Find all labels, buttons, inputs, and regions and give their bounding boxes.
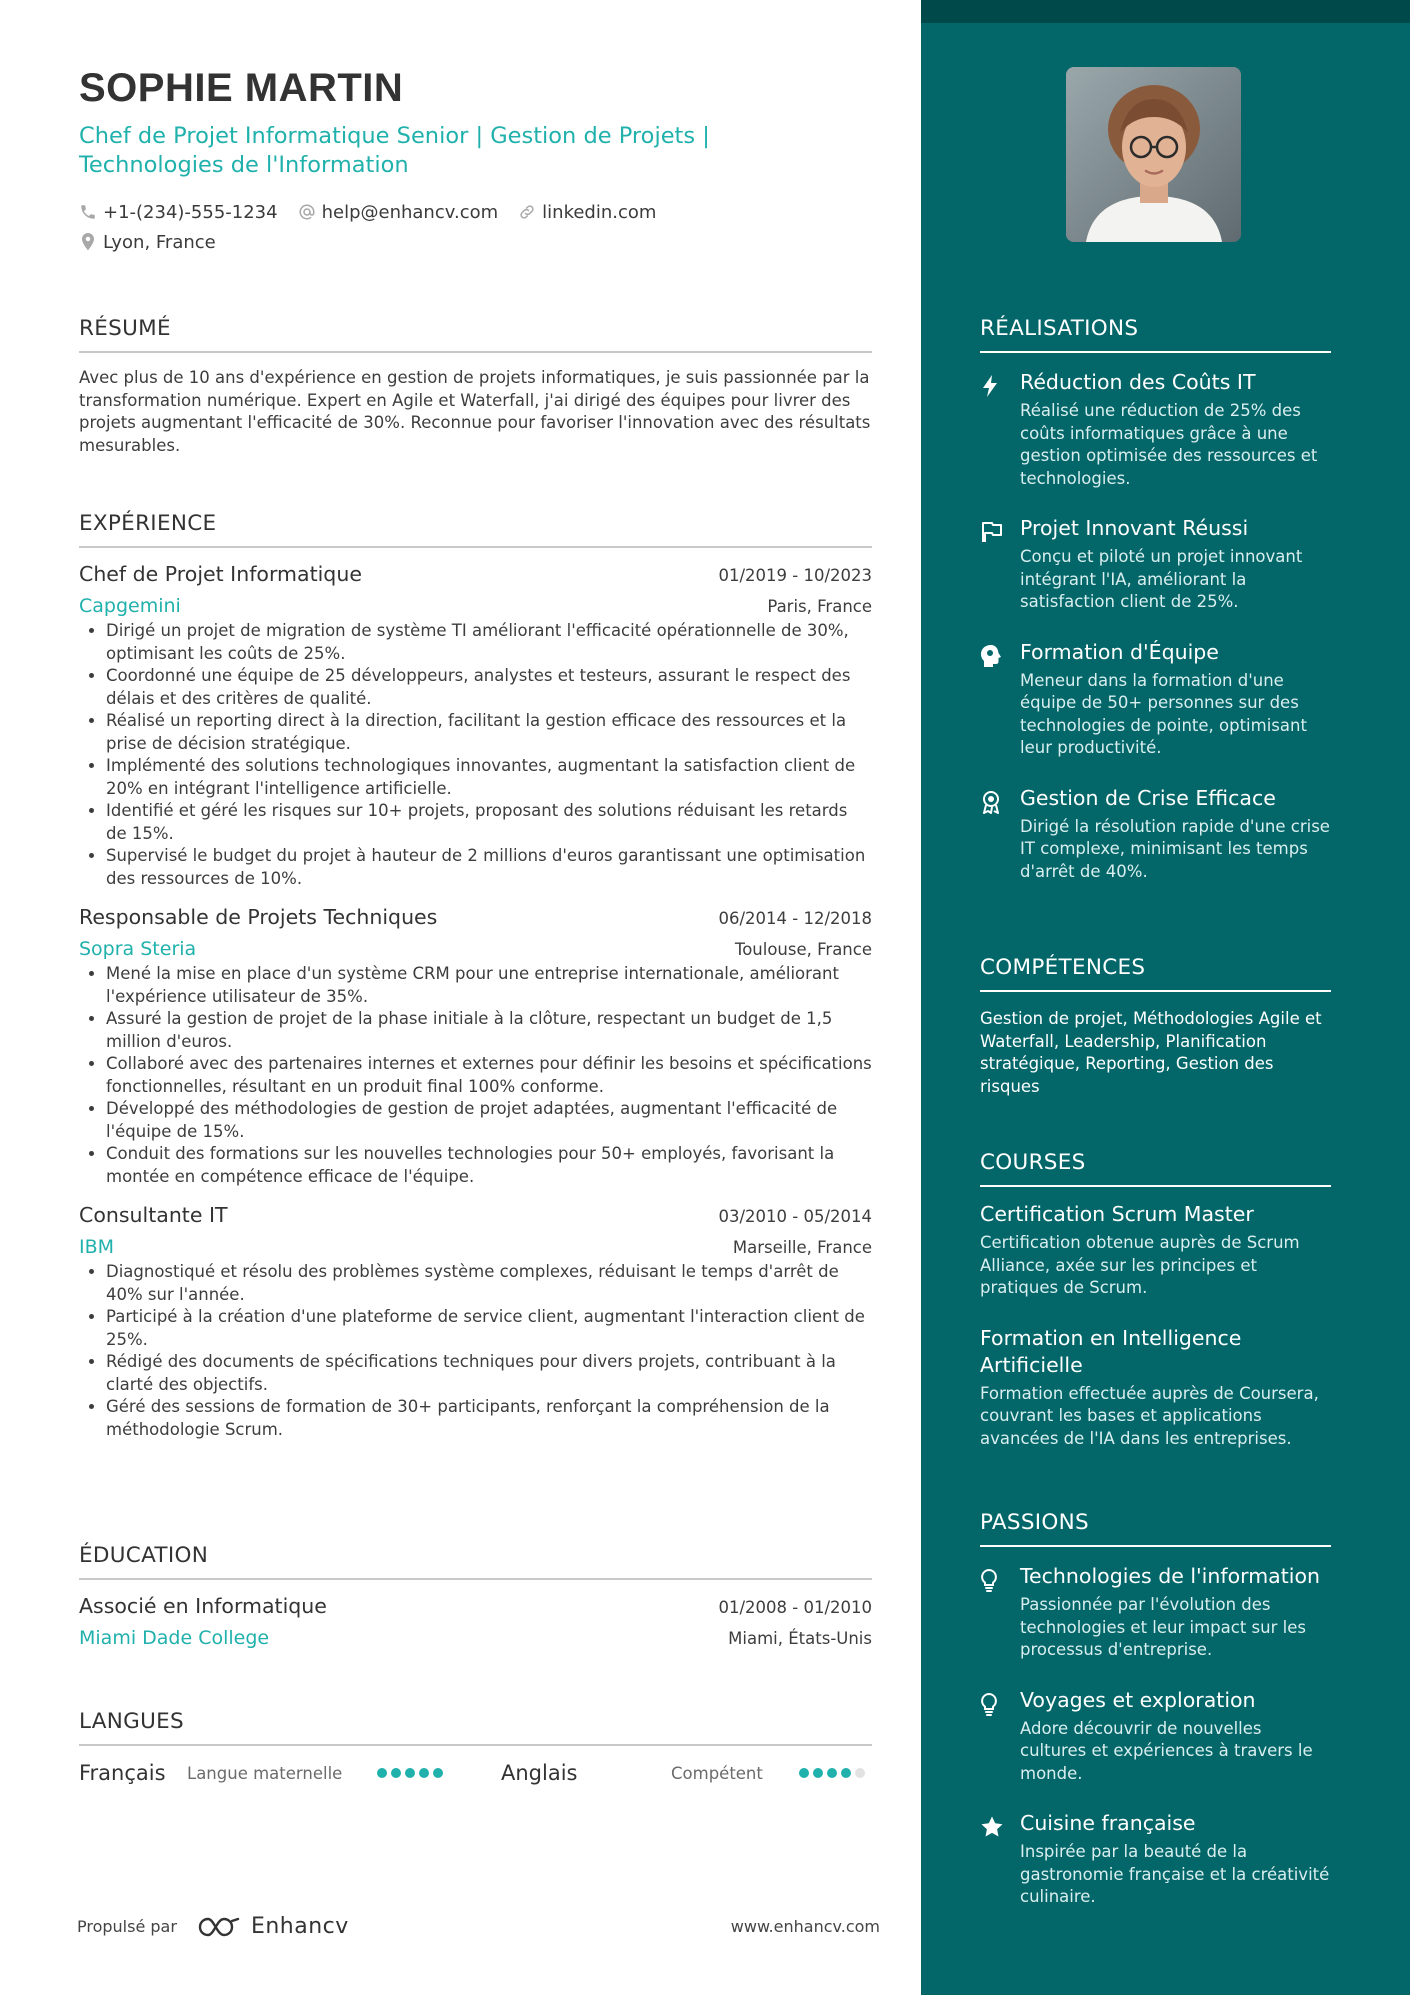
- achievement-desc: Réalisé une réduction de 25% des coûts informatiques grâce à une gestion optimisée des ressources et technologies.: [1020, 401, 1318, 488]
- languages-title: LANGUES: [79, 1709, 872, 1746]
- achievement-item: [980, 639, 1331, 760]
- achievement-title: Formation d'Équipe: [1020, 639, 1219, 664]
- passion-desc: Adore découvrir de nouvelles cultures et expériences à travers le monde.: [1020, 1718, 1313, 1783]
- achievement-item: [980, 369, 1331, 490]
- headline: Chef de Projet Informatique Senior | Gestion de Projets | Technologies de l'Information: [79, 123, 710, 178]
- job-entry: [79, 1203, 872, 1441]
- portrait-image: [1066, 67, 1241, 242]
- linkedin-text: linkedin.com: [542, 201, 657, 223]
- bullet-item: • Supervisé le budget du projet à hauteur de 2 millions d'euros garantissant une optimisation des ressources de 10%.: [106, 845, 872, 890]
- bullet-item: • Identifié et géré les risques sur 10+ projets, proposant des solutions réduisant les retards de 15%.: [106, 800, 872, 845]
- rating-dot-filled: [827, 1768, 837, 1778]
- summary-section: [79, 316, 872, 457]
- rating-dot-filled: [391, 1768, 401, 1778]
- job-entry: [79, 905, 872, 1188]
- bullet-item: • Participé à la création d'une plateforme de service client, augmentant l'interaction client de 25%.: [106, 1306, 872, 1351]
- lightbulb-icon: [980, 1692, 998, 1716]
- sidebar-top-band: [921, 0, 1410, 23]
- company-name: Capgemini: [79, 595, 181, 617]
- achievements-title: RÉALISATIONS: [980, 316, 1331, 353]
- achievement-title: Projet Innovant Réussi: [1020, 516, 1249, 540]
- degree-title: Associé en Informatique: [79, 1594, 327, 1618]
- course-title: Formation en Intelligence Artificielle: [980, 1325, 1242, 1377]
- achievement-item: [980, 785, 1331, 884]
- course-item: [980, 1325, 1331, 1451]
- job-dates: 03/2010 - 05/2014: [718, 1207, 872, 1226]
- bullet-item: • Coordonné une équipe de 25 développeurs, analystes et testeurs, assurant le respect des délais et des critères de qualité.: [106, 665, 872, 710]
- language-list: [79, 1758, 872, 1788]
- achievement-title: Réduction des Coûts IT: [1020, 370, 1256, 394]
- bullet-item: • Conduit des formations sur les nouvelles technologies pour 50+ employés, favorisant la montée en compétence efficace de l'équipe.: [106, 1143, 872, 1188]
- job-title: Responsable de Projets Techniques: [79, 905, 438, 929]
- skills-text: Gestion de projet, Méthodologies Agile et Waterfall, Leadership, Planification stratégique, Reporting, Gestion des risques: [980, 1009, 1322, 1096]
- achievement-item: [980, 515, 1331, 614]
- rating-dot-filled: [841, 1768, 851, 1778]
- location-contact: [79, 232, 216, 253]
- profile-photo: [1066, 67, 1241, 242]
- course-desc: Formation effectuée auprès de Coursera, couvrant les bases et applications avancées de l'IA dans les entreprises.: [980, 1383, 1319, 1448]
- education-dates: 01/2008 - 01/2010: [718, 1598, 872, 1617]
- rating-dot-filled: [377, 1768, 387, 1778]
- school-name: Miami Dade College: [79, 1627, 270, 1649]
- bullet-item: • Dirigé un projet de migration de système TI améliorant l'efficacité opérationnelle de 30%, optimisant les coûts de 25%.: [106, 620, 872, 665]
- lightning-icon: [980, 374, 1000, 398]
- job-title: Chef de Projet Informatique: [79, 562, 362, 586]
- experience-title: EXPÉRIENCE: [79, 511, 872, 548]
- passion-title: Technologies de l'information: [1020, 1564, 1320, 1588]
- passion-item: [980, 1563, 1331, 1662]
- star-icon: [980, 1815, 1004, 1839]
- passions-title: PASSIONS: [980, 1510, 1331, 1547]
- language-level: Langue maternelle: [187, 1763, 343, 1783]
- job-dates: 01/2019 - 10/2023: [718, 566, 872, 585]
- language-level: Compétent: [671, 1763, 763, 1783]
- skills-title: COMPÉTENCES: [980, 955, 1331, 992]
- rating-dot-empty: [855, 1768, 865, 1778]
- contact-info: [79, 197, 879, 257]
- award-medal-icon: [980, 790, 1002, 814]
- language-rating: [799, 1768, 869, 1778]
- courses-section: [980, 1150, 1331, 1450]
- company-name: Sopra Steria: [79, 938, 197, 960]
- phone-contact[interactable]: [79, 202, 278, 223]
- passion-desc: Passionnée par l'évolution des technologies et leur impact sur les processus d'entreprise.: [1020, 1595, 1306, 1659]
- achievement-desc: Conçu et piloté un projet innovant intégrant l'IA, améliorant la satisfaction client de 25%.: [1020, 547, 1303, 611]
- language-name: Anglais: [501, 1761, 578, 1785]
- bullet-item: • Implémenté des solutions technologiques innovantes, augmentant la satisfaction client de 20% en intégrant l'intelligence artificielle.: [106, 755, 872, 800]
- rating-dot-filled: [433, 1768, 443, 1778]
- job-bullets: [79, 963, 872, 1188]
- enhancv-logo-icon: [197, 1915, 243, 1939]
- job-dates: 06/2014 - 12/2018: [718, 909, 872, 928]
- footer: [77, 1914, 880, 1939]
- achievement-desc: Dirigé la résolution rapide d'une crise IT complexe, minimisant les temps d'arrêt de 40%.: [1020, 816, 1330, 881]
- website-link[interactable]: www.enhancv.com: [730, 1917, 880, 1936]
- bullet-item: • Rédigé des documents de spécifications techniques pour divers projets, contribuant à la clarté des objectifs.: [106, 1351, 872, 1396]
- at-icon: [298, 203, 316, 221]
- passion-title: Cuisine française: [1020, 1811, 1196, 1835]
- bullet-item: • Géré des sessions de formation de 30+ participants, renforçant la compréhension de la méthodologie Scrum.: [106, 1396, 872, 1441]
- bullet-item: • Assuré la gestion de projet de la phase initiale à la clôture, respectant un budget de 1,5 million d'euros.: [106, 1008, 872, 1053]
- course-item: [980, 1201, 1331, 1300]
- location-pin-icon: [79, 232, 97, 252]
- sidebar: [921, 0, 1410, 1995]
- education-section: [79, 1543, 872, 1649]
- education-entry: [79, 1594, 872, 1649]
- education-location: Miami, États-Unis: [728, 1629, 872, 1648]
- location-text: Lyon, France: [103, 231, 216, 253]
- bullet-item: • Collaboré avec des partenaires internes et externes pour définir les besoins et spécifications fonctionnelles, résultant en un produit final 100% conforme.: [106, 1053, 872, 1098]
- job-entry: [79, 562, 872, 890]
- language-name: Français: [79, 1761, 166, 1785]
- achievement-title: Gestion de Crise Efficace: [1020, 785, 1276, 810]
- passion-title: Voyages et exploration: [1020, 1687, 1256, 1712]
- education-title: ÉDUCATION: [79, 1543, 872, 1580]
- rating-dot-filled: [799, 1768, 809, 1778]
- rating-dot-filled: [405, 1768, 415, 1778]
- phone-text: +1-(234)-555-1234: [103, 201, 278, 223]
- courses-title: COURSES: [980, 1150, 1331, 1187]
- rating-dot-filled: [419, 1768, 429, 1778]
- job-bullets: [79, 620, 872, 890]
- bullet-item: • Développé des méthodologies de gestion de projet adaptées, augmentant l'efficacité de l'équipe de 15%.: [106, 1098, 872, 1143]
- language-rating: [377, 1768, 501, 1778]
- bullet-item: • Réalisé un reporting direct à la direction, facilitant la gestion efficace des ressources et la prise de décision stratégique.: [106, 710, 872, 755]
- languages-section: [79, 1709, 872, 1788]
- summary-title: RÉSUMÉ: [79, 316, 872, 353]
- company-name: IBM: [79, 1236, 115, 1258]
- job-location: Toulouse, France: [734, 940, 872, 959]
- passions-section: [980, 1510, 1331, 1909]
- rating-dot-filled: [813, 1768, 823, 1778]
- flag-icon: [980, 520, 1004, 544]
- candidate-name: SOPHIE MARTIN: [79, 66, 404, 110]
- link-icon: [518, 203, 536, 221]
- job-location: Marseille, France: [732, 1238, 872, 1257]
- phone-icon: [79, 203, 97, 221]
- linkedin-contact[interactable]: [518, 202, 656, 223]
- job-location: Paris, France: [767, 597, 872, 616]
- lightbulb-icon: [980, 1568, 998, 1592]
- job-title: Consultante IT: [79, 1203, 228, 1227]
- passion-desc: Inspirée par la beauté de la gastronomie française et la créativité culinaire.: [1020, 1842, 1330, 1906]
- bullet-item: • Mené la mise en place d'un système CRM pour une entreprise internationale, améliorant l'expérience utilisateur de 35%.: [106, 963, 872, 1008]
- job-bullets: [79, 1261, 872, 1441]
- bullet-item: • Diagnostiqué et résolu des problèmes système complexes, réduisant le temps d'arrêt de 40% sur l'année.: [106, 1261, 872, 1306]
- brand-name: Enhancv: [250, 1914, 349, 1939]
- achievement-desc: Meneur dans la formation d'une équipe de 50+ personnes sur des technologies de pointe, optimisant leur productivité.: [1020, 670, 1307, 757]
- passion-item: [980, 1687, 1331, 1786]
- enhancv-logo[interactable]: [197, 1914, 349, 1939]
- course-title: Certification Scrum Master: [980, 1202, 1254, 1226]
- brain-head-icon: [980, 644, 1002, 668]
- email-contact[interactable]: [298, 202, 499, 223]
- passion-item: [980, 1810, 1331, 1909]
- course-desc: Certification obtenue auprès de Scrum Alliance, axée sur les principes et pratiques de Scrum.: [980, 1233, 1300, 1297]
- experience-section: [79, 511, 872, 1441]
- email-text: help@enhancv.com: [321, 201, 499, 223]
- summary-text: Avec plus de 10 ans d'expérience en gestion de projets informatiques, je suis passionnée par la transformation numérique. Expert en Agile et Waterfall, j'ai dirigé des équipes pour livrer des projets augmentant l'efficacité de 30%. Reconnue pour favoriser l'innovation avec des résultats mesurables.: [79, 368, 871, 455]
- powered-by-text: Propulsé par: [77, 1917, 177, 1936]
- achievements-section: [980, 316, 1331, 883]
- skills-section: [980, 955, 1331, 1098]
